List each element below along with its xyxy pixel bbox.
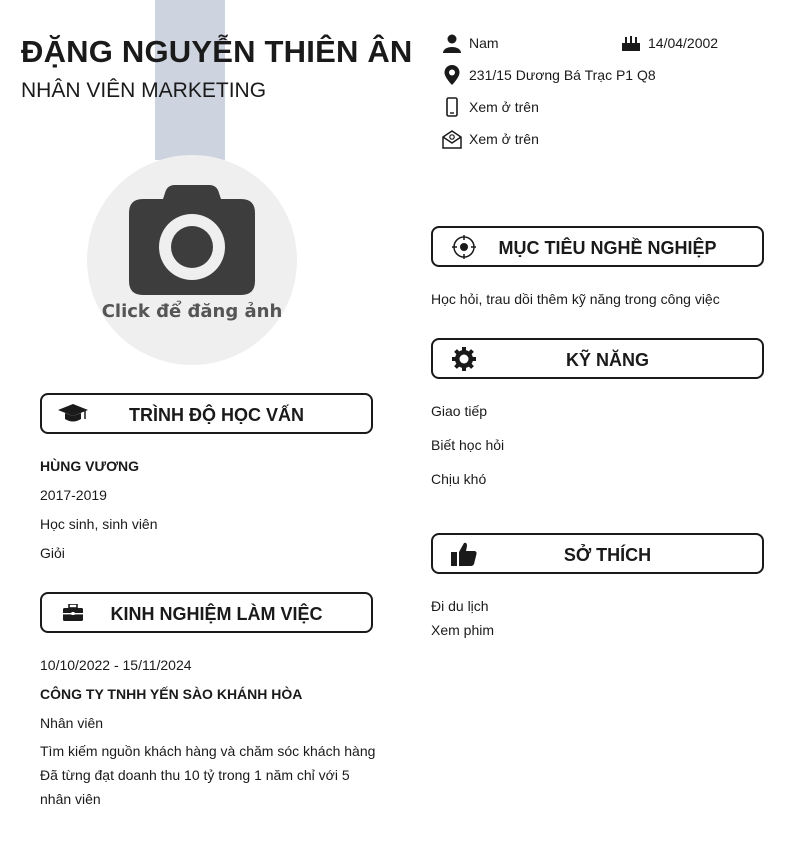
location-pin-icon (441, 64, 463, 86)
experience-period[interactable]: 10/10/2022 - 15/11/2024 (40, 657, 192, 673)
person-icon (441, 32, 463, 54)
experience-company[interactable]: CÔNG TY TNHH YẾN SÀO KHÁNH HÒA (40, 686, 303, 702)
email-value: Xem ở trên (469, 131, 539, 147)
photo-upload[interactable] (87, 155, 297, 365)
job-title[interactable]: NHÂN VIÊN MARKETING (21, 79, 267, 102)
skills-section-header (431, 338, 764, 379)
experience-description-line: Tìm kiếm nguồn khách hàng và chăm sóc khách hàng (40, 743, 376, 759)
objective-text[interactable]: Học hỏi, trau dồi thêm kỹ năng trong công việc (431, 291, 720, 307)
address-value: 231/15 Dương Bá Trạc P1 Q8 (469, 67, 656, 83)
education-grade[interactable]: Giỏi (40, 545, 65, 561)
education-major[interactable]: Học sinh, sinh viên (40, 516, 158, 532)
phone-row[interactable] (441, 96, 539, 118)
skill-item[interactable]: Giao tiếp (431, 403, 488, 419)
gender-value: Nam (469, 35, 499, 51)
birthdate-value: 14/04/2002 (648, 35, 719, 51)
education-school[interactable]: HÙNG VƯƠNG (40, 458, 140, 474)
experience-description-line: Đã từng đạt doanh thu 10 tỷ trong 1 năm chỉ với 5 nhân viên (40, 767, 350, 807)
email-envelope-icon (441, 128, 463, 150)
mobile-phone-icon (441, 96, 463, 118)
objective-title: MỤC TIÊU NGHỀ NGHIỆP (498, 238, 717, 258)
hobby-item[interactable]: Đi du lịch (431, 598, 489, 614)
hobby-item[interactable]: Xem phim (431, 622, 495, 638)
gender-row[interactable] (441, 32, 499, 54)
education-section-header (40, 393, 373, 434)
camera-icon (129, 185, 255, 300)
hobbies-title: SỞ THÍCH (563, 545, 652, 565)
experience-description[interactable] (40, 739, 380, 811)
skill-item[interactable]: Biết học hỏi (431, 437, 505, 453)
experience-position[interactable]: Nhân viên (40, 715, 104, 731)
address-row[interactable] (441, 64, 656, 86)
experience-section-header (40, 592, 373, 633)
photo-upload-caption: Click để đăng ảnh (101, 301, 283, 322)
experience-title: KINH NGHIỆM LÀM VIỆC (110, 604, 323, 624)
phone-value: Xem ở trên (469, 99, 539, 115)
birthday-cake-icon (620, 32, 642, 54)
education-years[interactable]: 2017-2019 (40, 487, 107, 503)
birthdate-row[interactable] (620, 32, 718, 54)
hobbies-section-header (431, 533, 764, 574)
skill-item[interactable]: Chịu khó (431, 471, 487, 487)
education-title: TRÌNH ĐỘ HỌC VẤN (129, 405, 304, 425)
objective-section-header (431, 226, 764, 267)
skills-title: KỸ NĂNG (565, 350, 649, 370)
email-row[interactable] (441, 128, 539, 150)
candidate-name[interactable]: ĐẶNG NGUYỄN THIÊN ÂN (21, 34, 413, 69)
